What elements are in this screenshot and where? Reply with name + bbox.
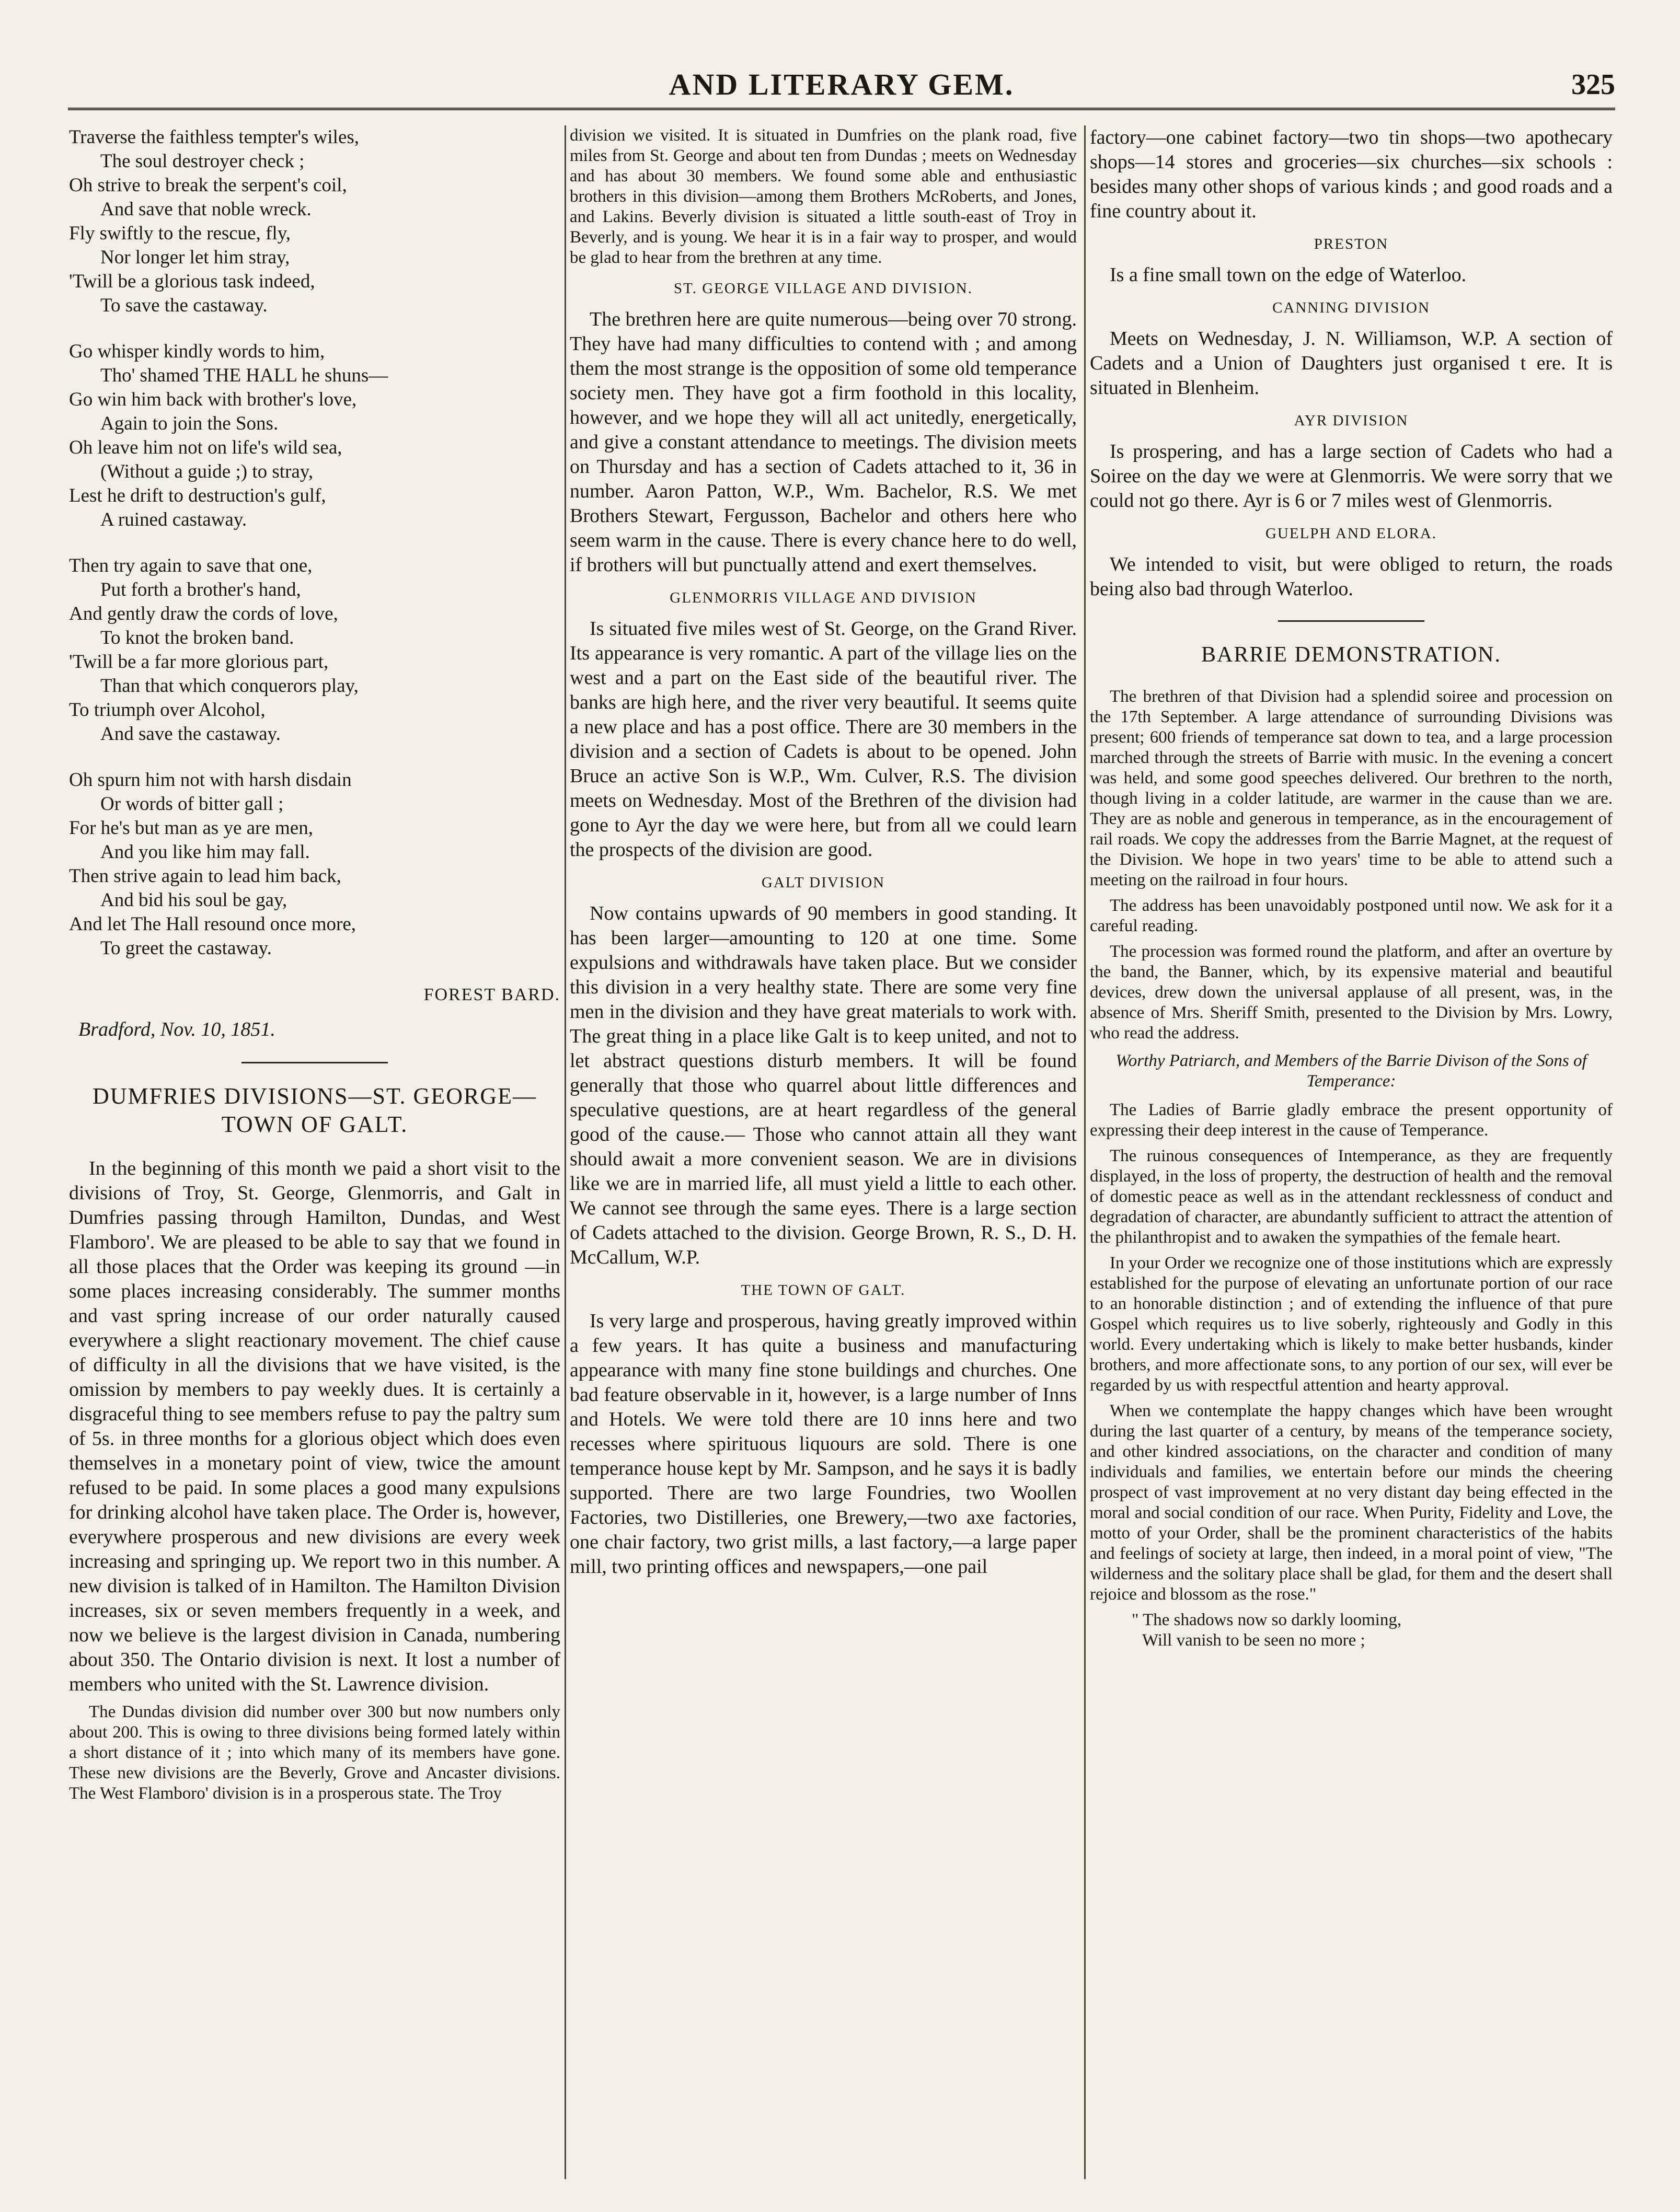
poem-line: To save the castaway. [100, 295, 268, 316]
article-title: DUMFRIES DIVISIONS—ST. GEORGE— TOWN OF GALT. [92, 1083, 537, 1137]
section-rule [1278, 620, 1424, 622]
article-paragraph: The ruinous consequences of Intemperance, as they are frequently displayed, in the loss of property, the destruction of health and the removal of domestic peace as well as in the attendant recklessness of conduct and degradation of character, are abundantly sufficient to attract the attention of the philanthropist and to awaken the sympathies of the female heart. [1090, 1146, 1613, 1247]
poem-line: A ruined castaway. [100, 509, 247, 530]
article-paragraph: The Ladies of Barrie gladly embrace the present opportunity of expressing their deep interest in the cause of Temperance. [1090, 1101, 1613, 1140]
poem-line: Go whisper kindly words to him, [69, 341, 325, 362]
section-rule [241, 1062, 388, 1063]
poem-line: Then strive again to lead him back, [69, 865, 341, 887]
column-2 [570, 125, 1077, 2179]
article-paragraph: Is prospering, and has a large section of Cadets who had a Soiree on the day we were at Glenmorris. We were sorry that we could not go there. Ayr is 6 or 7 miles west of Glenmorris. [1090, 441, 1613, 512]
poem-line: Oh leave him not on life's wild sea, [69, 437, 342, 458]
poem-stanza [69, 554, 560, 746]
column-divider [565, 125, 566, 2179]
poem-line: Fly swiftly to the rescue, fly, [69, 223, 291, 244]
poem-line: To triumph over Alcohol, [69, 699, 266, 721]
poem-line: And you like him may fall. [100, 841, 310, 863]
section-heading: GUELPH AND ELORA. [1265, 525, 1437, 542]
article-paragraph: Is very large and prosperous, having greatly improved within a few years. It has quite a business and manufacturing appearance with many fine stone buildings and churches. One bad feature observable in it, however, is a large number of Inns and Hotels. We were told there are 10 inns here and two recesses where spirituous liquours are sold. There is one temperance house kept by Mr. Sampson, and he says it is badly supported. There are two large Foundries, two Woollen Factories, two Distilleries, one Brewery,—two axe factories, one chair factory, two grist mills, a last factory,—a large paper mill, two printing offices and newspapers,—one pail [570, 1310, 1077, 1578]
section-heading: AYR DIVISION [1294, 412, 1409, 429]
poem-line: Traverse the faithless tempter's wiles, [69, 126, 360, 148]
poem-line: Nor longer let him stray, [100, 247, 290, 268]
article-paragraph: division we visited. It is situated in Dumfries on the plank road, five miles from St. George and about ten from Dundas ; meets on Wednesday and has about 30 members. We found some able and enthusiastic brothers in this division—among them Brothers McRoberts, and Jones, and Lakins. Beverly division is situated a little south-east of Troy in Beverly, and is young. We hear it is in a fair way to prosper, and would be glad to hear from the brethren at any time. [570, 126, 1077, 267]
poem-line: 'Twill be a glorious task indeed, [69, 271, 315, 292]
article-paragraph: The address has been unavoidably postponed until now. We ask for it a careful reading. [1090, 896, 1613, 935]
section-heading: PRESTON [1314, 236, 1389, 252]
poem-line: Or words of bitter gall ; [100, 793, 284, 815]
poem-stanza [69, 125, 560, 318]
column-divider [1084, 125, 1086, 2179]
article-paragraph: Is situated five miles west of St. George, on the Grand River. Its appearance is very romantic. A part of the village lies on the west and a part on the East side of the beautiful river. The banks are high here, and the river very beautiful. It seems quite a new place and has a post office. There are 30 members in the division and a section of Cadets is about to be opened. John Bruce an active Son is W.P., Wm. Culver, R.S. The division meets on Wednesday. Most of the Brethren of the division had gone to Ayr the day we were here, but from all we could learn the prospects of the division are good. [570, 618, 1077, 861]
article-paragraph: The brethren here are quite numerous—being over 70 strong. They have had many difficulties to contend with ; and among them the most strange is the opposition of some old temperance society men. They have got a firm foothold in this locality, however, and we hope they will all act unitedly, energetically, and give a constant attendance to meetings. The division meets on Thursday and has a section of Cadets attached to it, 36 in number. Aaron Patton, W.P., Wm. Bachelor, R.S. We met Brothers Stewart, Fergusson, Bachelor and others here who seem warm in the cause. There is every chance here to do well, if brothers will but punctually attend and exert themselves. [570, 308, 1077, 576]
poem-stanza [69, 340, 560, 532]
section-heading: ST. GEORGE VILLAGE AND DIVISION. [674, 280, 973, 297]
poem-line: And let The Hall resound once more, [69, 913, 356, 935]
poem-line: To knot the broken band. [100, 627, 294, 648]
column-3 [1090, 125, 1613, 2179]
page-header [68, 62, 1615, 117]
poem-line: Oh spurn him not with harsh disdain [69, 769, 352, 791]
article-paragraph: The brethren of that Division had a splendid soiree and procession on the 17th September. A large attendance of surrounding Divisions was present; 600 friends of temperance sat down to tea, and a large procession marched through the streets of Barrie with music. In the evening a concert was held, and some good speeches delivered. Our brethren to the north, though living in a colder latitude, are warmer in the cause than we are. They are as noble and generous in temperance, as in the encouragement of rail roads. We copy the addresses from the Barrie Magnet, at the request of the Division. We hope in two years' time to be able to attend such a meeting on the railroad in four hours. [1090, 687, 1613, 889]
address-salutation: Worthy Patriarch, and Members of the Barrie Divison of the Sons of Temperance: [1115, 1051, 1587, 1091]
article-paragraph: In your Order we recognize one of those institutions which are expressly established for the purpose of elevating an unfortunate portion of our race to an honorable distinction ; and of extending the influence of that pure Gospel which requires us to live soberly, righteously and Godly in this world. Every undertaking which is likely to make better husbands, kinder brothers, and more affectionate sons, to any portion of our sex, will ever be regarded by us with respectful attention and hearty approval. [1090, 1254, 1613, 1395]
section-heading: GALT DIVISION [761, 874, 885, 891]
running-title: AND LITERARY GEM. [669, 67, 1015, 101]
article-paragraph: The Dundas division did number over 300 but now numbers only about 200. This is owing to three divisions being formed lately within a short distance of it ; into which many of its members have gone. These new divisions are the Beverly, Grove and Ancaster divisions. The West Flamboro' division is in a prosperous state. The Troy [69, 1703, 560, 1803]
quoted-verse-line: " The shadows now so darkly looming, [1132, 1611, 1402, 1629]
poem-line: (Without a guide ;) to stray, [100, 461, 314, 482]
poem-line: 'Twill be a far more glorious part, [69, 651, 329, 673]
poem-line: For he's but man as ye are men, [69, 817, 313, 839]
section-heading: CANNING DIVISION [1272, 299, 1430, 316]
section-heading: GLENMORRIS VILLAGE AND DIVISION [670, 589, 977, 606]
poem-line: Than that which conquerors play, [100, 675, 359, 697]
poem-line: Lest he drift to destruction's gulf, [69, 485, 326, 506]
poem-line: Put forth a brother's hand, [100, 579, 301, 600]
poem-line: Then try again to save that one, [69, 555, 313, 576]
page-number: 325 [1571, 68, 1615, 101]
poem-line: And gently draw the cords of love, [69, 603, 338, 624]
article-paragraph: The procession was formed round the platform, and after an overture by the band, the Banner, which, by its expensive material and beautiful devices, drew down the universal applause of all present, was, in the absence of Mrs. Sheriff Smith, presented to the Division by Mrs. Lowry, who read the address. [1090, 942, 1613, 1043]
article-paragraph: We intended to visit, but were obliged to return, the roads being also bad through Waterloo. [1090, 553, 1613, 600]
poem-line: The soul destroyer check ; [100, 150, 305, 172]
column-1 [69, 125, 560, 2179]
article-title: BARRIE DEMONSTRATION. [1201, 643, 1501, 667]
article-paragraph: When we contemplate the happy changes which have been wrought during the last quarter of a century, by means of the temperance society, and other kindred associations, on the character and condition of many individuals and families, we entertain before our minds the cheering prospect of vast improvement at no very distant day being effected in the moral and social condition of our race. When Purity, Fidelity and Love, the motto of your Order, shall be the prominent characteristics of the habits and feelings of society at large, then indeed, in a moral point of view, "The wilderness and the solitary place shall be glad, for them and the desert shall rejoice and blossom as the rose." [1090, 1402, 1613, 1604]
poem-dateline: Bradford, Nov. 10, 1851. [78, 1018, 275, 1040]
poem-line: Tho' shamed THE HALL he shuns— [100, 365, 388, 386]
poem-line: And bid his soul be gay, [100, 889, 287, 911]
poem-line: And save that noble wreck. [100, 199, 312, 220]
poem-line: To greet the castaway. [100, 937, 272, 959]
article-paragraph: Now contains upwards of 90 members in good standing. It has been larger—amounting to 120 at one time. Some expulsions and withdrawals have taken place. But we consider this division in a very healthy state. There are some very fine men in the division and they have great materials to work with. The great thing in a place like Galt is to keep united, and not to let abstract questions disturb members. It will be found generally that those who quarrel about little differences and speculative questions, are at heart regardless of the general good of the cause.— Those who cannot attain all they want should await a more convenient season. We are in divisions like we are in married life, all must yield a little to each other. We cannot see through the same eyes. There is a large section of Cadets attached to the division. George Brown, R. S., D. H. McCallum, W.P. [570, 902, 1077, 1268]
article-paragraph: Meets on Wednesday, J. N. Williamson, W.P. A section of Cadets and a Union of Daughters just organised t ere. It is situated in Blenheim. [1090, 328, 1613, 399]
article-paragraph: In the beginning of this month we paid a short visit to the divisions of Troy, St. George, Glenmorris, and Galt in Dumfries passing through Hamilton, Dundas, and West Flamboro'. We are pleased to be able to say that we found in all those places that the Order was keeping its ground —in some places increasing considerably. The summer months and vast spring increase of our order naturally caused everywhere a slight reactionary movement. The chief cause of difficulty in all the divisions that we have visited, is the omission by members to pay weekly dues. It is certainly a disgraceful thing to see members refuse to pay the paltry sum of 5s. in three months for a glorious object which does even themselves in a monetary point of view, twice the amount refused to be paid. In some places a good many expulsions for drinking alcohol have taken place. The Order is, however, everywhere prosperous and new divisions are every week increasing and springing up. We report two in this number. A new division is talked of in Hamilton. The Hamilton Division increases, six or seven members frequently in a week, and now we believe is the largest division in Canada, numbering about 350. The Ontario division is next. It lost a number of members who united with the St. Lawrence division. [69, 1157, 560, 1695]
poem-line: Again to join the Sons. [100, 413, 279, 434]
poem-line: Oh strive to break the serpent's coil, [69, 175, 347, 196]
header-rule [68, 108, 1615, 110]
article-paragraph: Is a fine small town on the edge of Waterloo. [1110, 264, 1467, 286]
poem-signature: FOREST BARD. [423, 985, 560, 1004]
section-heading: THE TOWN OF GALT. [741, 1282, 906, 1299]
poem-line: Go win him back with brother's love, [69, 389, 357, 410]
quoted-verse-line: Will vanish to be seen no more ; [1142, 1631, 1365, 1650]
article-paragraph: factory—one cabinet factory—two tin shops—two apothecary shops—14 stores and groceries—six churches—six schools : besides many other shops of various kinds ; and good roads and a fine country about it. [1090, 126, 1613, 222]
poem-line: And save the castaway. [100, 723, 281, 745]
poem-stanza [69, 768, 560, 960]
